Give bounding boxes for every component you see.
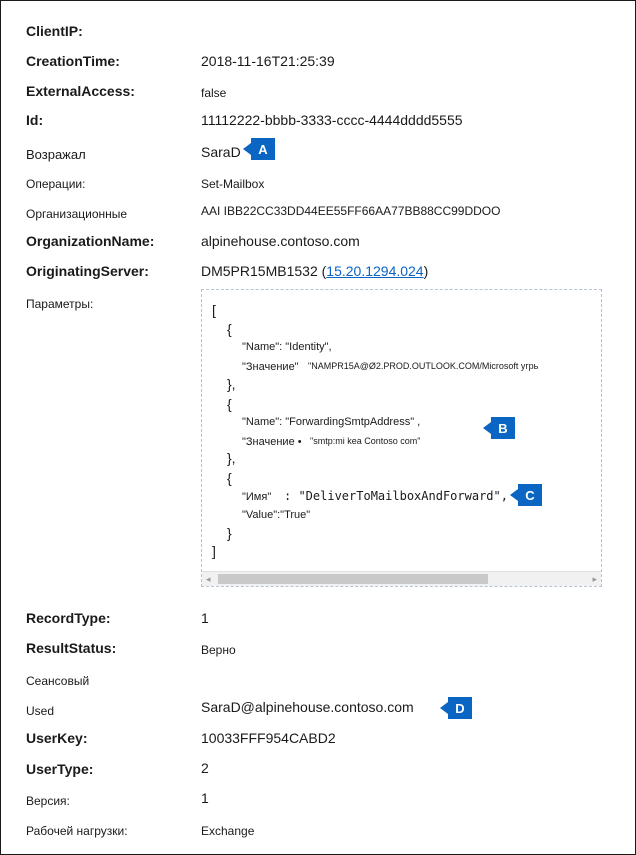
code-p1-value: "NAMPR15A@Ø2.PROD.OUTLOOK.COM/Microsoft угрь <box>308 361 539 371</box>
workload-label: Рабочей нагрузки: <box>26 824 128 838</box>
originating-server-version-link[interactable]: 15.20.1294.024 <box>326 263 424 279</box>
user-type-label: UserType: <box>26 761 94 777</box>
code-p2-name: "Name": "ForwardingSmtpAddress" , <box>242 416 421 428</box>
organizational-value: AAI IBB22CC33DD44EE55FF66AA77BB88CC99DDOO <box>201 204 501 218</box>
horizontal-scrollbar[interactable] <box>202 571 601 586</box>
callout-d: D <box>448 697 472 719</box>
version-value: 1 <box>201 790 209 806</box>
result-status-value: Верно <box>201 643 236 657</box>
id-label: Id: <box>26 112 44 128</box>
callout-b: B <box>491 417 515 439</box>
organization-name-value: alpinehouse.contoso.com <box>201 233 360 249</box>
id-value: 11112222-bbbb-3333-cccc-4444dddd5555 <box>201 112 463 128</box>
originating-server-suffix: ) <box>423 263 429 279</box>
code-p3-value: "Value":"True" <box>242 509 311 521</box>
code-p1-name: "Name": "Identity", <box>242 341 332 353</box>
result-status-label: ResultStatus: <box>26 640 117 656</box>
objected-value: SaraD <box>201 144 241 160</box>
organizational-label: Организационные <box>26 207 128 221</box>
parameters-code-box[interactable] <box>201 289 602 587</box>
client-ip-label: ClientIP: <box>26 23 83 39</box>
code-open-brace-1: { <box>227 321 232 337</box>
operations-value: Set-Mailbox <box>201 177 265 191</box>
code-close-brace-1: }, <box>227 376 236 392</box>
external-access-label: ExternalAccess: <box>26 83 135 99</box>
organization-name-label: OrganizationName: <box>26 233 155 249</box>
code-p1-value-key: "Значение" <box>242 361 299 373</box>
originating-server-label: OriginatingServer: <box>26 263 149 279</box>
used-label: Used <box>26 704 55 718</box>
external-access-value: false <box>201 86 227 100</box>
used-value: SaraD@alpinehouse.contoso.com <box>201 699 414 715</box>
scroll-right-arrow-icon[interactable]: ▸ <box>592 574 597 584</box>
code-p2-value-key: "Значение • <box>242 436 302 448</box>
code-open-brace-2: { <box>227 396 232 412</box>
session-label: Сеансовый <box>26 674 90 688</box>
parameters-label: Параметры: <box>26 297 94 311</box>
scrollbar-thumb[interactable] <box>218 574 488 584</box>
callout-c: C <box>518 484 542 506</box>
code-p2-value: "smtp:mi kea Contoso com" <box>310 436 421 446</box>
objected-label: Возражал <box>26 147 86 162</box>
record-type-value: 1 <box>201 610 209 626</box>
code-open-bracket: [ <box>212 302 216 318</box>
user-key-label: UserKey: <box>26 730 88 746</box>
workload-value: Exchange <box>201 824 255 838</box>
scroll-left-arrow-icon[interactable]: ◂ <box>206 574 211 584</box>
originating-server-value <box>201 263 428 279</box>
user-key-value: 10033FFF954CABD2 <box>201 730 336 746</box>
code-close-brace-2: }, <box>227 450 236 466</box>
callout-a: A <box>251 138 275 160</box>
record-type-label: RecordType: <box>26 610 111 626</box>
creation-time-value: 2018-11-16T21:25:39 <box>201 53 335 69</box>
code-close-bracket: ] <box>212 543 216 559</box>
code-open-brace-3: { <box>227 470 232 486</box>
code-p3-name-key: "Имя" <box>242 491 272 503</box>
code-p3-name-value: : "DeliverToMailboxAndForward", <box>284 489 508 503</box>
creation-time-label: CreationTime: <box>26 53 120 69</box>
originating-server-name: DM5PR15MB1532 ( <box>201 263 327 279</box>
operations-label: Операции: <box>26 177 86 191</box>
version-label: Версия: <box>26 794 70 808</box>
code-close-brace-3: } <box>227 525 232 541</box>
user-type-value: 2 <box>201 760 209 776</box>
